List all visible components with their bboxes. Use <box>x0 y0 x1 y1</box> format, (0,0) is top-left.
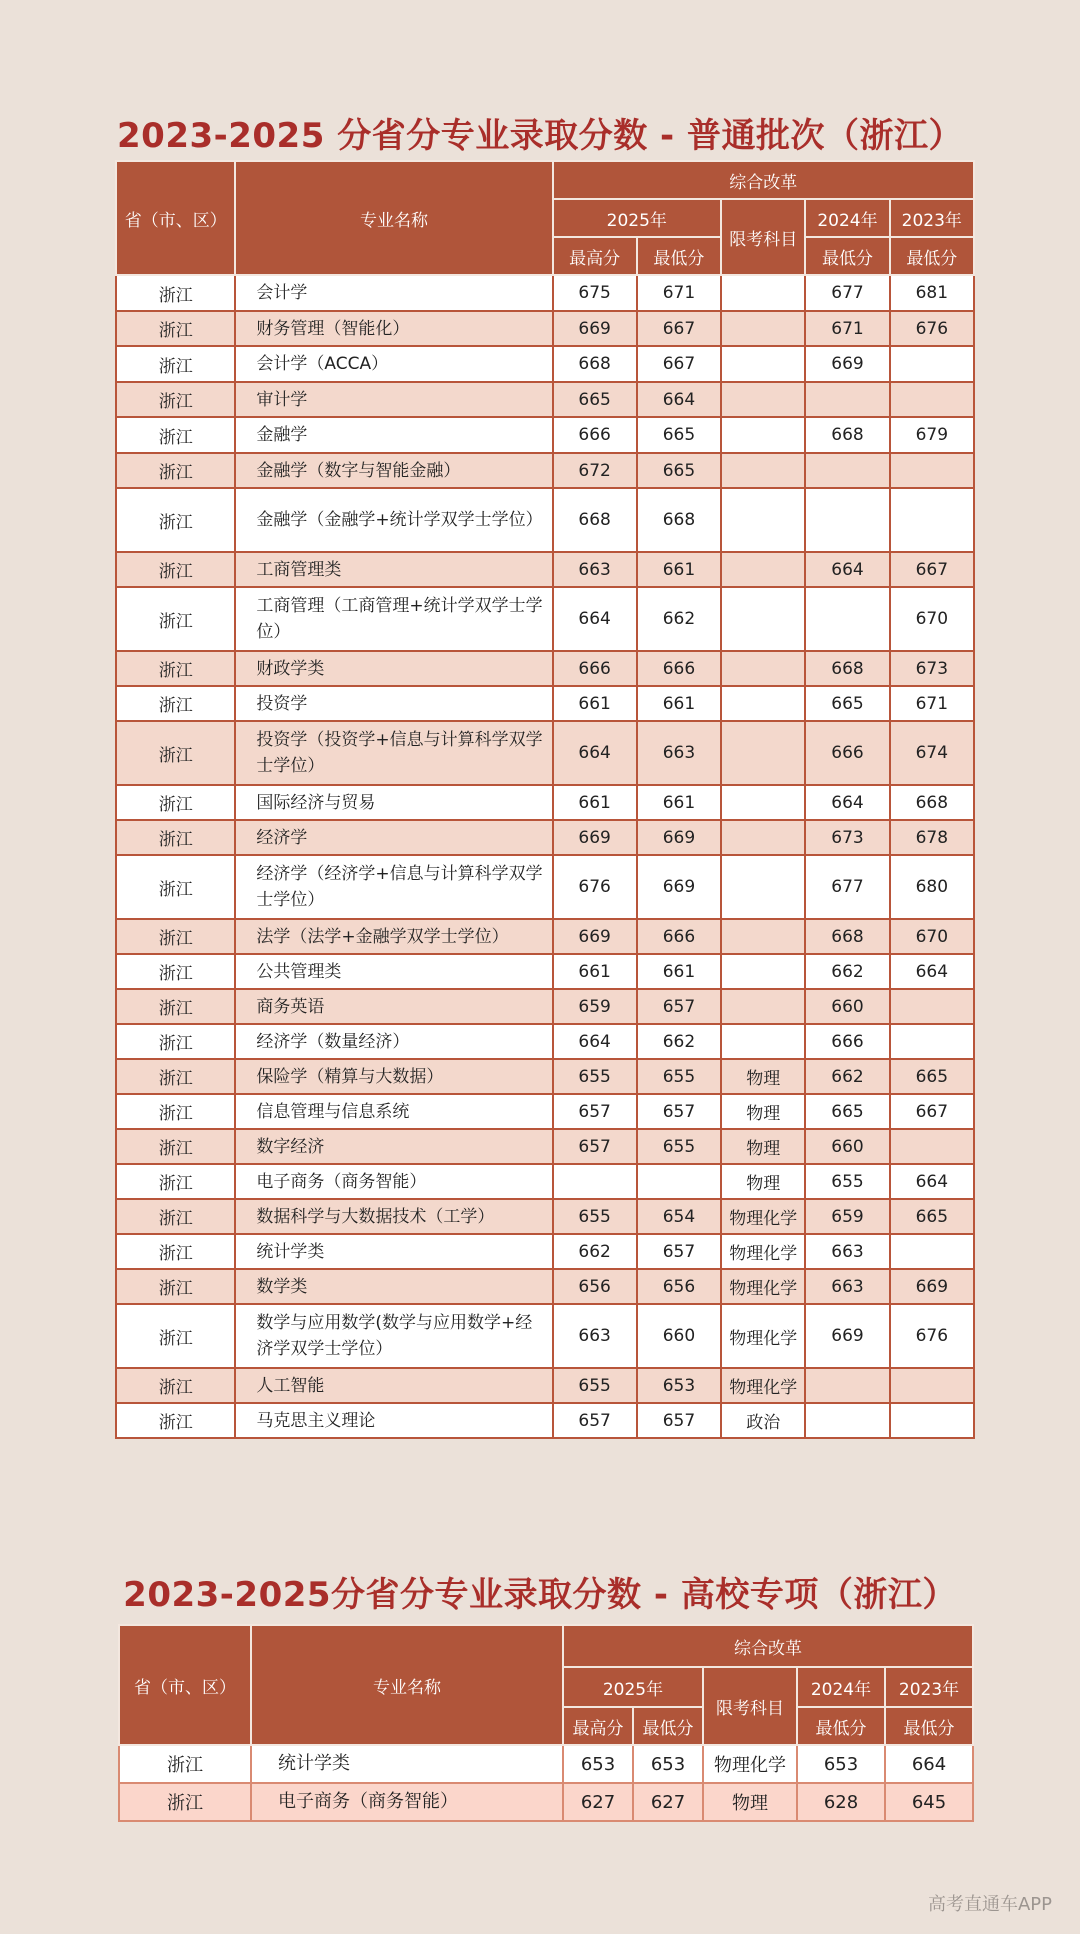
cell-min25: 657 <box>637 1403 721 1438</box>
cell-prov: 浙江 <box>116 488 235 552</box>
cell-min23: 670 <box>890 587 974 651</box>
cell-major: 会计学（ACCA） <box>235 346 552 382</box>
header-2025-min: 最低分 <box>637 237 721 275</box>
cell-min25: 653 <box>633 1745 703 1783</box>
cell-min23 <box>890 989 974 1024</box>
cell-max25: 664 <box>553 587 637 651</box>
cell-max25: 665 <box>553 382 637 417</box>
table-row <box>116 1059 974 1094</box>
header-2023: 2023年 <box>890 199 974 237</box>
cell-major: 经济学（数量经济） <box>235 1024 552 1059</box>
cell-min23: 665 <box>890 1199 974 1234</box>
cell-min23: 664 <box>890 1164 974 1199</box>
cell-min24: 663 <box>805 1234 889 1269</box>
cell-min23 <box>890 346 974 382</box>
cell-subject <box>721 651 805 686</box>
cell-min25: 655 <box>637 1129 721 1164</box>
cell-min24 <box>805 1368 889 1403</box>
cell-major: 统计学类 <box>251 1745 563 1783</box>
table-row <box>116 417 974 453</box>
cell-min23: 645 <box>885 1783 973 1821</box>
table-row <box>116 919 974 954</box>
cell-subject: 物理 <box>703 1783 797 1821</box>
cell-prov: 浙江 <box>116 1129 235 1164</box>
cell-min24: 673 <box>805 820 889 855</box>
table-row <box>116 989 974 1024</box>
cell-min24: 668 <box>805 651 889 686</box>
cell-major: 金融学（金融学+统计学双学士学位） <box>235 488 552 552</box>
cell-min23: 665 <box>890 1059 974 1094</box>
table-row <box>116 346 974 382</box>
cell-subject <box>721 686 805 721</box>
header-province: 省（市、区） <box>119 1625 251 1745</box>
table-row <box>116 1164 974 1199</box>
cell-subject: 物理化学 <box>703 1745 797 1783</box>
cell-min24: 666 <box>805 1024 889 1059</box>
cell-subject <box>721 382 805 417</box>
cell-prov: 浙江 <box>116 785 235 820</box>
cell-subject <box>721 275 805 311</box>
cell-subject <box>721 855 805 919</box>
header-2025-max: 最高分 <box>553 237 637 275</box>
table-row <box>116 855 974 919</box>
cell-subject: 物理化学 <box>721 1269 805 1304</box>
cell-major: 商务英语 <box>235 989 552 1024</box>
cell-prov: 浙江 <box>116 275 235 311</box>
table-row <box>116 382 974 417</box>
cell-min25: 661 <box>637 785 721 820</box>
cell-min23: 674 <box>890 721 974 785</box>
cell-prov: 浙江 <box>116 1368 235 1403</box>
cell-prov: 浙江 <box>116 1094 235 1129</box>
cell-min24: 668 <box>805 417 889 453</box>
cell-min24: 664 <box>805 785 889 820</box>
cell-min23: 664 <box>885 1745 973 1783</box>
cell-min24 <box>805 1403 889 1438</box>
cell-major: 财政学类 <box>235 651 552 686</box>
cell-prov: 浙江 <box>116 651 235 686</box>
cell-min25: 654 <box>637 1199 721 1234</box>
cell-prov: 浙江 <box>116 1199 235 1234</box>
cell-max25: 657 <box>553 1403 637 1438</box>
header-province: 省（市、区） <box>116 161 235 275</box>
cell-max25: 668 <box>553 488 637 552</box>
cell-prov: 浙江 <box>116 587 235 651</box>
cell-subject: 物理化学 <box>721 1234 805 1269</box>
cell-max25: 655 <box>553 1059 637 1094</box>
cell-major: 数学与应用数学(数学与应用数学+经济学双学士学位） <box>235 1304 552 1368</box>
cell-prov: 浙江 <box>116 1059 235 1094</box>
cell-min23: 676 <box>890 311 974 346</box>
cell-min25: 668 <box>637 488 721 552</box>
cell-min24: 665 <box>805 686 889 721</box>
cell-min24: 671 <box>805 311 889 346</box>
cell-min23: 670 <box>890 919 974 954</box>
table-row <box>119 1745 973 1783</box>
cell-prov: 浙江 <box>116 417 235 453</box>
cell-min23: 679 <box>890 417 974 453</box>
cell-min23 <box>890 453 974 488</box>
cell-major: 统计学类 <box>235 1234 552 1269</box>
cell-subject: 物理化学 <box>721 1304 805 1368</box>
cell-major: 数字经济 <box>235 1129 552 1164</box>
header-2025-max: 最高分 <box>563 1707 633 1745</box>
cell-max25: 664 <box>553 721 637 785</box>
cell-major: 马克思主义理论 <box>235 1403 552 1438</box>
table-row <box>116 954 974 989</box>
cell-max25: 659 <box>553 989 637 1024</box>
cell-subject <box>721 346 805 382</box>
cell-min25: 671 <box>637 275 721 311</box>
cell-prov: 浙江 <box>116 855 235 919</box>
table-row <box>116 686 974 721</box>
cell-max25: 657 <box>553 1094 637 1129</box>
header-2024: 2024年 <box>805 199 889 237</box>
table-row <box>116 1129 974 1164</box>
cell-major: 投资学（投资学+信息与计算科学双学士学位） <box>235 721 552 785</box>
cell-min25: 664 <box>637 382 721 417</box>
cell-major: 公共管理类 <box>235 954 552 989</box>
cell-subject <box>721 417 805 453</box>
header-major: 专业名称 <box>235 161 552 275</box>
cell-min25: 667 <box>637 346 721 382</box>
cell-prov: 浙江 <box>116 820 235 855</box>
cell-prov: 浙江 <box>116 346 235 382</box>
cell-subject <box>721 311 805 346</box>
cell-subject <box>721 820 805 855</box>
cell-min23: 680 <box>890 855 974 919</box>
cell-max25: 657 <box>553 1129 637 1164</box>
cell-max25: 675 <box>553 275 637 311</box>
cell-min24: 653 <box>797 1745 885 1783</box>
cell-subject <box>721 552 805 587</box>
cell-max25: 655 <box>553 1199 637 1234</box>
cell-min23 <box>890 488 974 552</box>
header-2023: 2023年 <box>885 1667 973 1707</box>
header-reform: 综合改革 <box>563 1625 973 1667</box>
cell-major: 国际经济与贸易 <box>235 785 552 820</box>
cell-major: 法学（法学+金融学双学士学位） <box>235 919 552 954</box>
cell-min24: 677 <box>805 275 889 311</box>
cell-min25: 663 <box>637 721 721 785</box>
cell-subject: 政治 <box>721 1403 805 1438</box>
cell-min25: 669 <box>637 855 721 919</box>
cell-min23 <box>890 1368 974 1403</box>
header-2023-min: 最低分 <box>885 1707 973 1745</box>
cell-prov: 浙江 <box>116 1024 235 1059</box>
cell-subject <box>721 785 805 820</box>
cell-min23 <box>890 1234 974 1269</box>
cell-min24: 662 <box>805 1059 889 1094</box>
cell-min24: 677 <box>805 855 889 919</box>
cell-max25: 661 <box>553 785 637 820</box>
cell-min25: 666 <box>637 919 721 954</box>
cell-min24: 669 <box>805 346 889 382</box>
table-row <box>116 453 974 488</box>
cell-max25: 669 <box>553 919 637 954</box>
cell-subject <box>721 919 805 954</box>
header-2025: 2025年 <box>553 199 722 237</box>
page-title: 2023-2025 分省分专业录取分数 - 普通批次（浙江） <box>117 116 963 156</box>
cell-prov: 浙江 <box>116 1403 235 1438</box>
cell-max25: 656 <box>553 1269 637 1304</box>
cell-prov: 浙江 <box>116 1304 235 1368</box>
cell-min23: 681 <box>890 275 974 311</box>
cell-max25: 666 <box>553 651 637 686</box>
cell-prov: 浙江 <box>116 919 235 954</box>
cell-min23: 671 <box>890 686 974 721</box>
cell-min24: 655 <box>805 1164 889 1199</box>
cell-min25: 669 <box>637 820 721 855</box>
cell-prov: 浙江 <box>116 552 235 587</box>
cell-prov: 浙江 <box>116 1164 235 1199</box>
section-title-special: 2023-2025分省分专业录取分数 - 高校专项（浙江） <box>123 1575 957 1615</box>
cell-subject <box>721 989 805 1024</box>
cell-max25: 668 <box>553 346 637 382</box>
cell-max25: 666 <box>553 417 637 453</box>
cell-major: 保险学（精算与大数据） <box>235 1059 552 1094</box>
cell-min23 <box>890 1129 974 1164</box>
cell-subject <box>721 721 805 785</box>
cell-max25: 661 <box>553 686 637 721</box>
cell-max25: 676 <box>553 855 637 919</box>
cell-major: 电子商务（商务智能） <box>235 1164 552 1199</box>
watermark: 高考直通车APP <box>927 1894 1052 1915</box>
cell-subject <box>721 488 805 552</box>
cell-min25: 655 <box>637 1059 721 1094</box>
cell-subject: 物理 <box>721 1094 805 1129</box>
cell-min24: 662 <box>805 954 889 989</box>
table-row <box>116 1094 974 1129</box>
cell-prov: 浙江 <box>116 686 235 721</box>
cell-prov: 浙江 <box>116 1234 235 1269</box>
cell-max25: 663 <box>553 1304 637 1368</box>
cell-min23: 673 <box>890 651 974 686</box>
cell-prov: 浙江 <box>116 954 235 989</box>
cell-major: 审计学 <box>235 382 552 417</box>
table-row <box>116 785 974 820</box>
cell-min23: 678 <box>890 820 974 855</box>
table-body-special <box>119 1745 973 1821</box>
cell-max25: 653 <box>563 1745 633 1783</box>
table-row <box>116 1304 974 1368</box>
cell-subject: 物理化学 <box>721 1368 805 1403</box>
cell-min24: 659 <box>805 1199 889 1234</box>
cell-min24: 628 <box>797 1783 885 1821</box>
cell-min25: 662 <box>637 1024 721 1059</box>
cell-prov: 浙江 <box>119 1783 251 1821</box>
table-row <box>116 552 974 587</box>
cell-min25: 627 <box>633 1783 703 1821</box>
header-major: 专业名称 <box>251 1625 563 1745</box>
cell-max25: 663 <box>553 552 637 587</box>
cell-min23 <box>890 1403 974 1438</box>
cell-prov: 浙江 <box>119 1745 251 1783</box>
cell-min24: 668 <box>805 919 889 954</box>
cell-major: 工商管理类 <box>235 552 552 587</box>
cell-min24: 660 <box>805 989 889 1024</box>
cell-max25: 662 <box>553 1234 637 1269</box>
cell-subject: 物理 <box>721 1129 805 1164</box>
table-row <box>116 1199 974 1234</box>
cell-subject <box>721 1024 805 1059</box>
cell-min24: 665 <box>805 1094 889 1129</box>
cell-min24: 663 <box>805 1269 889 1304</box>
admission-score-table-general <box>115 160 975 1439</box>
table-row <box>116 311 974 346</box>
cell-min25: 661 <box>637 686 721 721</box>
cell-major: 经济学（经济学+信息与计算科学双学士学位） <box>235 855 552 919</box>
cell-min25: 665 <box>637 453 721 488</box>
cell-major: 工商管理（工商管理+统计学双学士学位） <box>235 587 552 651</box>
cell-prov: 浙江 <box>116 989 235 1024</box>
cell-major: 数学类 <box>235 1269 552 1304</box>
cell-min25: 665 <box>637 417 721 453</box>
admission-score-table-special <box>118 1624 974 1822</box>
cell-major: 金融学（数字与智能金融） <box>235 453 552 488</box>
cell-min23: 667 <box>890 1094 974 1129</box>
cell-min24: 660 <box>805 1129 889 1164</box>
cell-min23: 664 <box>890 954 974 989</box>
cell-max25: 664 <box>553 1024 637 1059</box>
cell-min25: 653 <box>637 1368 721 1403</box>
cell-subject <box>721 587 805 651</box>
table-row <box>116 1024 974 1059</box>
cell-min25: 661 <box>637 954 721 989</box>
cell-max25: 627 <box>563 1783 633 1821</box>
cell-major: 会计学 <box>235 275 552 311</box>
cell-major: 财务管理（智能化） <box>235 311 552 346</box>
header-2024-min: 最低分 <box>797 1707 885 1745</box>
cell-major: 信息管理与信息系统 <box>235 1094 552 1129</box>
cell-subject: 物理 <box>721 1059 805 1094</box>
cell-min25: 667 <box>637 311 721 346</box>
cell-min25: 657 <box>637 1234 721 1269</box>
cell-min24 <box>805 453 889 488</box>
cell-major: 人工智能 <box>235 1368 552 1403</box>
cell-prov: 浙江 <box>116 453 235 488</box>
header-subject: 限考科目 <box>703 1667 797 1745</box>
cell-major: 投资学 <box>235 686 552 721</box>
cell-major: 经济学 <box>235 820 552 855</box>
cell-min23: 676 <box>890 1304 974 1368</box>
cell-min25: 662 <box>637 587 721 651</box>
cell-min24: 664 <box>805 552 889 587</box>
cell-major: 金融学 <box>235 417 552 453</box>
header-2025-min: 最低分 <box>633 1707 703 1745</box>
cell-subject: 物理化学 <box>721 1199 805 1234</box>
cell-min24: 666 <box>805 721 889 785</box>
cell-subject: 物理 <box>721 1164 805 1199</box>
cell-max25: 669 <box>553 820 637 855</box>
cell-min23 <box>890 382 974 417</box>
header-2023-min: 最低分 <box>890 237 974 275</box>
cell-max25: 672 <box>553 453 637 488</box>
cell-max25: 655 <box>553 1368 637 1403</box>
header-2025: 2025年 <box>563 1667 703 1707</box>
cell-min25: 661 <box>637 552 721 587</box>
cell-prov: 浙江 <box>116 721 235 785</box>
table-row <box>116 1403 974 1438</box>
cell-min23: 669 <box>890 1269 974 1304</box>
header-2024: 2024年 <box>797 1667 885 1707</box>
table-row <box>116 488 974 552</box>
cell-min25: 666 <box>637 651 721 686</box>
cell-prov: 浙江 <box>116 1269 235 1304</box>
cell-min25: 657 <box>637 989 721 1024</box>
cell-max25: 669 <box>553 311 637 346</box>
table-row <box>116 820 974 855</box>
cell-min25: 656 <box>637 1269 721 1304</box>
cell-max25 <box>553 1164 637 1199</box>
cell-max25: 661 <box>553 954 637 989</box>
table-row <box>119 1783 973 1821</box>
cell-prov: 浙江 <box>116 311 235 346</box>
table-row <box>116 721 974 785</box>
table-row <box>116 275 974 311</box>
cell-subject <box>721 453 805 488</box>
table-row <box>116 1269 974 1304</box>
cell-min23 <box>890 1024 974 1059</box>
cell-major: 数据科学与大数据技术（工学） <box>235 1199 552 1234</box>
cell-min24 <box>805 488 889 552</box>
cell-min25: 660 <box>637 1304 721 1368</box>
cell-major: 电子商务（商务智能） <box>251 1783 563 1821</box>
table-body-general <box>116 275 974 1438</box>
header-subject: 限考科目 <box>721 199 805 275</box>
cell-min24 <box>805 382 889 417</box>
table-row <box>116 1368 974 1403</box>
header-reform: 综合改革 <box>553 161 975 199</box>
cell-prov: 浙江 <box>116 382 235 417</box>
header-2024-min: 最低分 <box>805 237 889 275</box>
table-row <box>116 1234 974 1269</box>
cell-subject <box>721 954 805 989</box>
cell-min25: 657 <box>637 1094 721 1129</box>
cell-min24: 669 <box>805 1304 889 1368</box>
cell-min23: 668 <box>890 785 974 820</box>
table-row <box>116 587 974 651</box>
cell-min24 <box>805 587 889 651</box>
cell-min25 <box>637 1164 721 1199</box>
table-row <box>116 651 974 686</box>
cell-min23: 667 <box>890 552 974 587</box>
